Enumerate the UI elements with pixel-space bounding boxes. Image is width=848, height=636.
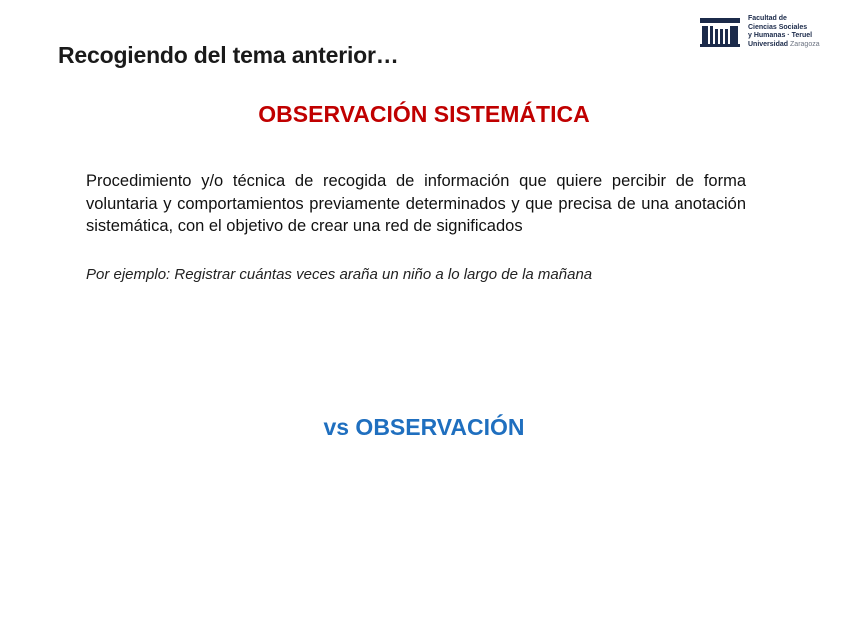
page-title: Recogiendo del tema anterior… <box>58 42 399 68</box>
logo-university-bold: Universidad <box>748 40 789 48</box>
example-text: Por ejemplo: Registrar cuántas veces araña un niño a lo largo de la mañana <box>86 266 593 283</box>
logo-university-city: Zaragoza <box>790 40 820 48</box>
section-heading: OBSERVACIÓN SISTEMÁTICA <box>258 101 590 127</box>
logo-university <box>748 41 820 50</box>
contrast-heading: vs OBSERVACIÓN <box>323 414 525 440</box>
logo-line-2: Ciencias Sociales <box>748 23 808 31</box>
logo-line-3: y Humanas · Teruel <box>748 32 813 39</box>
definition-text: Procedimiento y/o técnica de recogida de información que quiere percibir de forma voluntaria y comportamientos previamente determinados y que precisa de una anotación sistemática, con el objetivo de crear una red de significados <box>86 172 746 235</box>
university-logo <box>700 16 840 52</box>
logo-wordmark <box>748 15 820 49</box>
faculty-building-icon <box>700 16 740 48</box>
logo-line-1: Facultad de <box>748 15 787 22</box>
